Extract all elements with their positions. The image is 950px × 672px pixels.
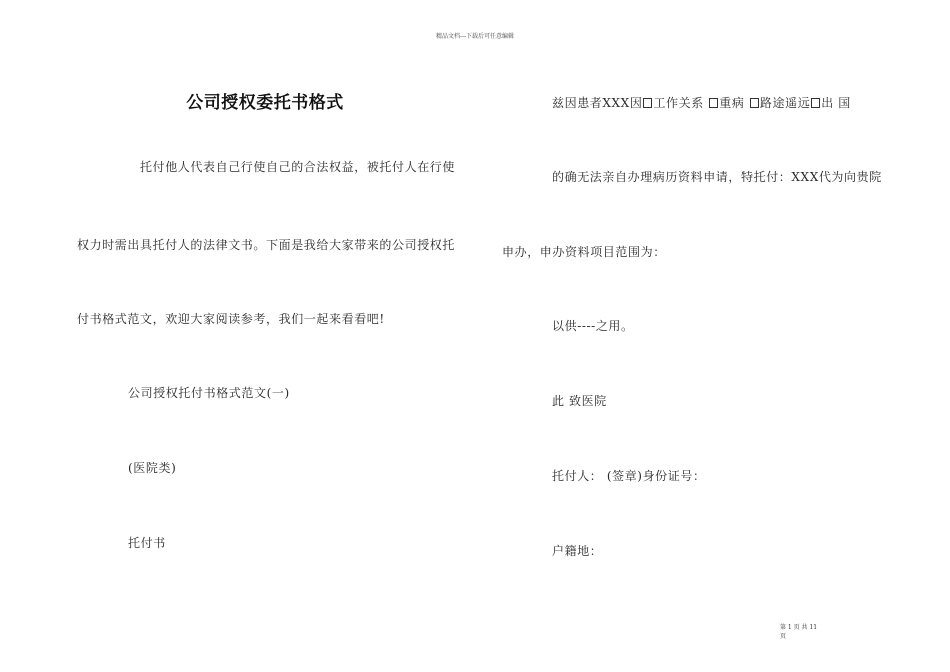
option-abroad: 出 国 xyxy=(821,96,851,110)
option-illness: 重病 xyxy=(719,96,749,110)
right-line-3: 申办，申办资料项目范围为： xyxy=(502,245,666,259)
right-line-5: 此 致医院 xyxy=(552,394,607,408)
intro-line-1: 托付他人代表自己行使自己的合法权益，被托付人在行使 xyxy=(140,160,456,174)
right-line-1 xyxy=(552,94,851,111)
page-title: 公司授权委托书格式 xyxy=(186,93,344,113)
intro-line-2: 权力时需出具托付人的法律文书。下面是我给大家带来的公司授权托 xyxy=(77,238,456,252)
intro-line-3: 付书格式范文，欢迎大家阅读参考，我们一起来看看吧! xyxy=(77,312,385,326)
page-number: 第 1 页 共 11 xyxy=(780,624,818,631)
right-line-2: 的确无法亲自办理病历资料申请，特托付：XXX代为向贵院 xyxy=(552,170,882,184)
doc-heading: 托付书 xyxy=(128,536,166,550)
option-work: 工作关系 xyxy=(653,96,709,110)
right-line-4: 以供----之用。 xyxy=(552,319,634,333)
checkbox-icon xyxy=(811,98,820,108)
category-label: (医院类) xyxy=(128,461,177,475)
checkbox-icon xyxy=(750,98,759,108)
header-note: 精品文档---下载后可任意编辑 xyxy=(435,33,515,40)
right-line-6: 托付人： (签章)身份证号： xyxy=(552,469,706,483)
page-footer xyxy=(780,623,840,641)
right-line-7: 户籍地： xyxy=(552,544,603,558)
page-suffix: 页 xyxy=(780,633,787,640)
checkbox-icon xyxy=(643,98,652,108)
checkbox-icon xyxy=(709,98,718,108)
patient-text: 兹因患者XXX因 xyxy=(552,96,643,110)
sample-heading: 公司授权托付书格式范文(一) xyxy=(128,386,290,400)
option-distance: 路途遥远 xyxy=(759,96,811,110)
